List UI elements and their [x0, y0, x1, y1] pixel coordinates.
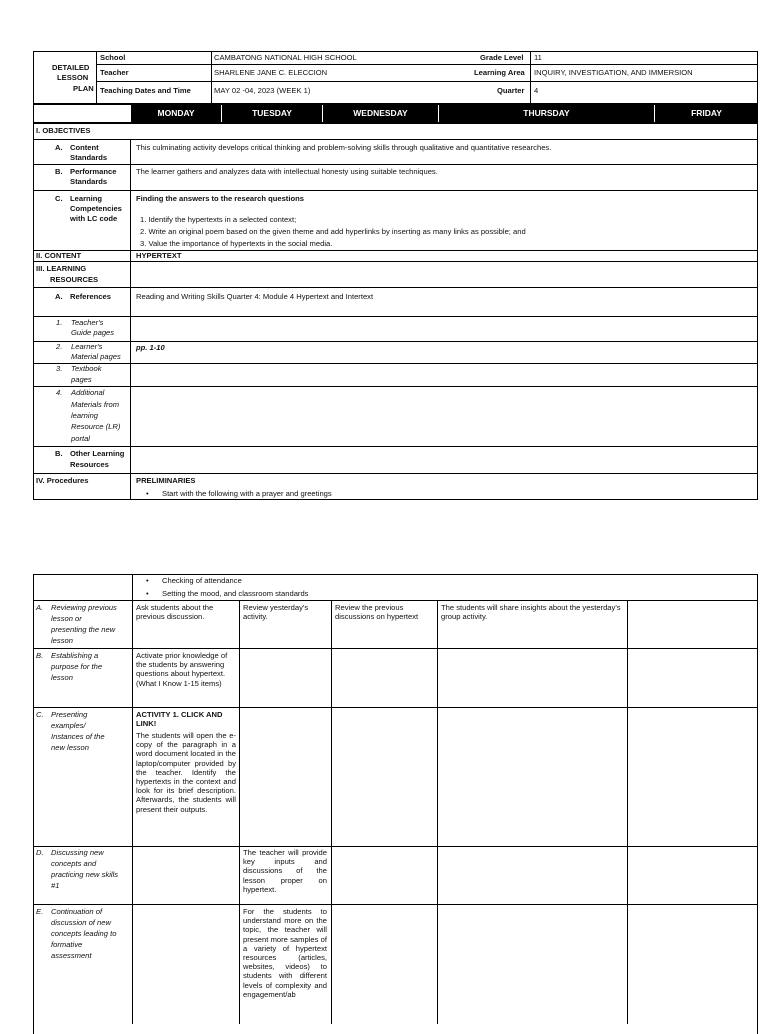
- row-e-label-3: concepts leading to: [51, 929, 117, 938]
- lm-label-1: Learner's: [71, 342, 103, 351]
- teacher-value: SHARLENE JANE C. ELECCION: [214, 68, 328, 77]
- p2-row-line-a: [33, 600, 758, 601]
- row-c-monday-title: ACTIVITY 1. CLICK AND LINK!: [136, 710, 223, 729]
- references-letter: A.: [55, 292, 63, 301]
- tb-label-1: Textbook: [71, 364, 102, 373]
- row-d-label-4: #1: [51, 881, 60, 890]
- resources-label-1: III. LEARNING: [36, 264, 87, 273]
- competency-letter: C.: [55, 194, 63, 203]
- row-e-label-4: formative: [51, 940, 83, 949]
- dlp-label-2: LESSON: [57, 73, 89, 82]
- row-line-additional: [33, 446, 758, 447]
- row-a-label-4: lesson: [51, 636, 73, 645]
- p2-col-divider-2: [331, 601, 332, 1024]
- row-a-letter: A.: [36, 603, 44, 612]
- school-value: CAMBATONG NATIONAL HIGH SCHOOL: [214, 53, 357, 62]
- quarter-value: 4: [534, 86, 539, 95]
- references-value: Reading and Writing Skills Quarter 4: Module 4 Hypertext and Intertext: [136, 292, 374, 301]
- other-label-1: Other Learning: [70, 449, 125, 458]
- header-row-line-2: [96, 81, 758, 82]
- competency-title: Finding the answers to the research questions: [136, 194, 304, 203]
- row-a-wednesday: Review the previous discussions on hypertext: [335, 603, 419, 622]
- quarter-label: Quarter: [497, 86, 525, 95]
- tg-label-2: Guide pages: [71, 328, 115, 337]
- row-line-content-std: [33, 164, 758, 165]
- row-c-label-3: Instances of the: [51, 732, 105, 741]
- performance-label-1: Performance: [70, 167, 117, 176]
- row-b-label-2: purpose for the: [51, 662, 103, 671]
- teacher-label: Teacher: [100, 68, 129, 77]
- row-line-content: [33, 261, 758, 262]
- additional-label-1: Additional: [71, 388, 105, 397]
- row-line-lm: [33, 363, 758, 364]
- dlp-label-3: PLAN: [73, 84, 94, 93]
- content-value: HYPERTEXT: [136, 251, 182, 260]
- row-a-label-3: presenting the new: [51, 625, 116, 634]
- row-d-label-1: Discussing new: [51, 848, 104, 857]
- row-b-monday: Activate prior knowledge of the students by answering questions about hypertext. (What I Know 1-15 items): [136, 651, 228, 688]
- row-b-label-3: lesson: [51, 673, 73, 682]
- dlp-label-1: DETAILED: [52, 63, 90, 72]
- lm-value: pp. 1-10: [136, 343, 165, 352]
- prelim-title: PRELIMINARIES: [136, 476, 196, 485]
- performance-value: The learner gathers and analyzes data with intellectual honesty using suitable techniques.: [136, 167, 438, 176]
- day-thursday: THURSDAY: [439, 104, 654, 122]
- row-line-performance: [33, 190, 758, 191]
- row-b-label-1: Establishing a: [51, 651, 99, 660]
- performance-label-2: Standards: [70, 177, 108, 186]
- body-table-page1: [33, 123, 758, 500]
- row-e-label-2: discussion of new: [51, 918, 111, 927]
- school-label: School: [100, 53, 126, 62]
- competency-label-1: Learning: [70, 194, 103, 203]
- tb-label-2: pages: [71, 375, 92, 384]
- competency-item-1: 1. Identify the hypertexts in a selected context;: [140, 215, 297, 224]
- header-divider-2: [211, 51, 212, 104]
- row-c-letter: C.: [36, 710, 44, 719]
- day-wednesday: WEDNESDAY: [323, 104, 438, 122]
- learning-area-value: INQUIRY, INVESTIGATION, AND IMMERSION: [534, 68, 693, 77]
- additional-label-4: Resource (LR): [71, 422, 121, 431]
- row-line-other: [33, 473, 758, 474]
- p2-col-divider-3: [437, 601, 438, 1024]
- p2-col-divider-1: [239, 601, 240, 1024]
- row-a-monday: Ask students about the previous discussion.: [136, 603, 214, 622]
- tg-label-1: Teacher's: [71, 318, 104, 327]
- p2-col-divider-4: [627, 601, 628, 1024]
- row-a-label-2: lesson or: [51, 614, 82, 623]
- competency-label-3: with LC code: [70, 214, 118, 223]
- tg-number: 1.: [56, 318, 63, 327]
- prelim-item-3: • Setting the mood, and classroom standards: [162, 589, 308, 598]
- additional-label-5: portal: [71, 434, 90, 443]
- row-line-tg: [33, 341, 758, 342]
- row-c-label-4: new lesson: [51, 743, 89, 752]
- row-d-letter: D.: [36, 848, 44, 857]
- grade-level-value: 11: [534, 53, 542, 62]
- row-line-references: [33, 316, 758, 317]
- row-a-tuesday: Review yesterday's activity.: [243, 603, 309, 622]
- p2-row-line-d: [33, 846, 758, 847]
- resources-label-2: RESOURCES: [50, 275, 99, 284]
- prelim-item-1: • Start with the following with a prayer and greetings: [162, 489, 332, 498]
- row-b-letter: B.: [36, 651, 44, 660]
- prelim-item-2: • Checking of attendance: [162, 576, 242, 585]
- row-e-letter: E.: [36, 907, 44, 916]
- header-row-line-1: [96, 64, 758, 65]
- row-d-label-3: practicing new skills: [51, 870, 119, 879]
- additional-label-2: Materials from: [71, 400, 120, 409]
- row-d-tuesday: The teacher will provide key inputs and discussions of the lesson proper on hypertext.: [243, 848, 327, 894]
- row-a-thursday: The students will share insights about the yesterday's group activity.: [441, 603, 621, 622]
- grade-level-label: Grade Level: [480, 53, 524, 62]
- row-c-monday: The students will open the e-copy of the paragraph in a word document located in the laptop/computer provided by the teacher. Identify the hypertexts in the context and look for its brief description. Afterwards, the students will present their outputs.: [136, 731, 236, 814]
- additional-number: 4.: [56, 388, 63, 397]
- p2-row-line-b: [33, 648, 758, 649]
- objectives-heading: I. OBJECTIVES: [36, 126, 91, 135]
- row-line-objectives: [33, 139, 758, 140]
- day-tuesday: TUESDAY: [222, 104, 322, 122]
- lm-number: 2.: [56, 342, 63, 351]
- header-divider-3: [530, 51, 531, 104]
- header-table: [33, 51, 758, 104]
- dates-label: Teaching Dates and Time: [100, 86, 191, 95]
- learning-area-label: Learning Area: [474, 68, 525, 77]
- header-divider-1: [96, 51, 97, 104]
- row-c-label-2: examples/: [51, 721, 86, 730]
- row-d-label-2: concepts and: [51, 859, 97, 868]
- tb-number: 3.: [56, 364, 63, 373]
- content-std-value: This culminating activity develops critical thinking and problem-solving skills through qualitative and quantitative researches.: [136, 143, 552, 152]
- performance-letter: B.: [55, 167, 63, 176]
- row-e-label-5: assessment: [51, 951, 92, 960]
- procedures-label: IV. Procedures: [36, 476, 89, 485]
- p2-row-line-c: [33, 707, 758, 708]
- competency-item-3: 3. Value the importance of hypertexts in the social media.: [140, 239, 333, 248]
- row-e-tuesday: For the students to understand more on the topic, the teacher will present more samples of a variety of hypertext resources (articles, websites, videos) to students with different levels of complexity and engagement/ab: [243, 907, 327, 999]
- competency-item-2: 2. Write an original poem based on the given theme and add hyperlinks by inserting as many links as possible; and: [140, 227, 526, 236]
- day-monday: MONDAY: [131, 104, 221, 122]
- lm-label-2: Material pages: [71, 352, 121, 361]
- day-friday: FRIDAY: [655, 104, 758, 122]
- other-label-2: Resources: [70, 460, 109, 469]
- row-c-label-1: Presenting: [51, 710, 88, 719]
- row-e-label-1: Continuation of: [51, 907, 103, 916]
- row-a-label-1: Reviewing previous: [51, 603, 117, 612]
- p2-row-line-e: [33, 904, 758, 905]
- competency-label-2: Competencies: [70, 204, 122, 213]
- row-line-resources: [33, 287, 758, 288]
- content-std-label-1: Content: [70, 143, 99, 152]
- content-std-label-2: Standards: [70, 153, 108, 162]
- additional-label-3: learning: [71, 411, 99, 420]
- content-label: II. CONTENT: [36, 251, 82, 260]
- p2-label-divider: [132, 574, 133, 1024]
- row-line-tb: [33, 386, 758, 387]
- other-letter: B.: [55, 449, 63, 458]
- content-std-letter: A.: [55, 143, 63, 152]
- references-label: References: [70, 292, 111, 301]
- dates-value: MAY 02 -04, 2023 (WEEK 1): [214, 86, 311, 95]
